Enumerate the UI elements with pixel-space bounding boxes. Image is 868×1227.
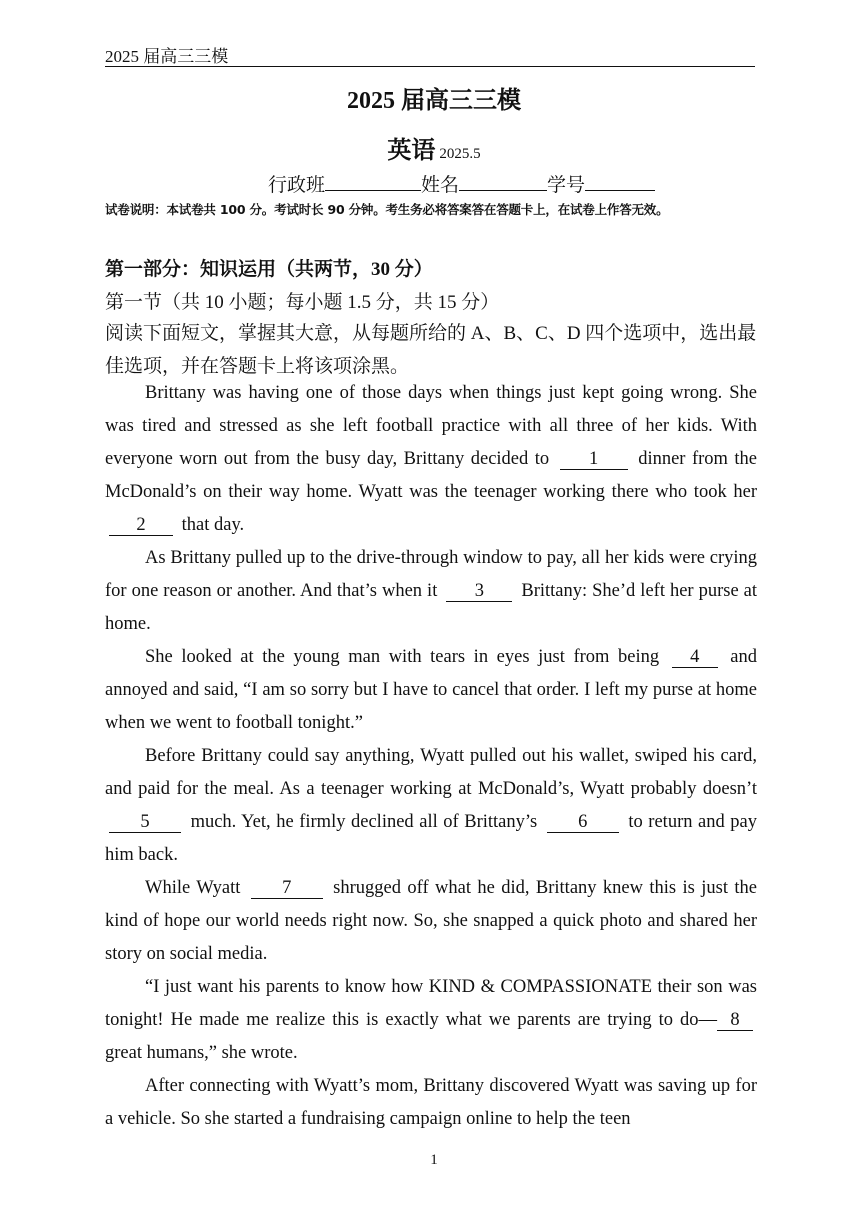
student-id-label: 学号 <box>547 175 586 196</box>
part-title: 第一部分：知识运用（共两节，30 分） <box>105 259 433 280</box>
passage-paragraph <box>105 872 757 971</box>
passage-text: great humans,” she wrote. <box>105 1043 298 1063</box>
passage <box>105 377 757 1136</box>
answer-blank[interactable]: 5 <box>109 812 181 833</box>
passage-text: much. Yet, he firmly declined all of Brittany’s <box>190 812 538 832</box>
passage-paragraph <box>105 971 757 1070</box>
exam-instructions: 试卷说明：本试卷共 100 分。考试时长 90 分钟。考生务必将答案答在答题卡上，在试卷上作答无效。 <box>105 202 669 217</box>
page-number: 1 <box>430 1152 438 1168</box>
passage-paragraph <box>105 641 757 740</box>
passage-text: As Brittany pulled up to the drive-through window to pay, all her kids were crying for one reason or another. And that’s when it <box>105 548 757 601</box>
exam-title: 2025 届高三三模 <box>347 88 521 114</box>
student-info-row <box>268 170 655 197</box>
answer-blank[interactable]: 3 <box>446 581 512 602</box>
answer-blank[interactable]: 4 <box>672 647 718 668</box>
class-field[interactable] <box>325 172 421 191</box>
answer-blank[interactable]: 7 <box>251 878 323 899</box>
passage-text: She looked at the young man with tears in eyes just from being <box>145 647 660 667</box>
passage-text: Brittany: She’d left her purse at home. <box>105 581 758 634</box>
class-label: 行政班 <box>268 175 326 196</box>
answer-blank[interactable]: 6 <box>547 812 619 833</box>
exam-date: 2025.5 <box>439 146 481 162</box>
subject-line <box>0 130 868 165</box>
header-rule <box>105 66 755 67</box>
subject-name: 英语 <box>387 138 436 164</box>
passage-paragraph <box>105 740 757 872</box>
passage-text: dinner from the McDonald’s on their way home. Wyatt was the teenager working there who took her <box>105 449 758 502</box>
passage-text: shrugged off what he did, Brittany knew this is just the kind of hope our world needs right now. So, she snapped a quick photo and shared her story on social media. <box>105 878 757 964</box>
answer-blank[interactable]: 1 <box>560 449 628 470</box>
student-id-field[interactable] <box>585 172 655 191</box>
answer-blank[interactable]: 2 <box>109 515 173 536</box>
passage-paragraph <box>105 542 757 641</box>
running-header: 2025 届高三三模 <box>105 47 229 66</box>
passage-text: that day. <box>181 515 245 535</box>
name-label: 姓名 <box>421 175 460 196</box>
passage-text: Brittany was having one of those days when things just kept going wrong. She was tired and stressed as she left football practice with all three of her kids. With everyone worn out from the busy day, Brittany decided to <box>105 383 757 469</box>
passage-text: While Wyatt <box>145 878 241 898</box>
passage-text: and annoyed and said, “I am so sorry but I have to cancel that order. I left my purse at home when we went to football tonight.” <box>105 647 757 733</box>
section-directions: 阅读下面短文，掌握其大意，从每题所给的 A、B、C、D 四个选项中，选出最佳选项，并在答题卡上将该项涂黑。 <box>105 323 757 377</box>
passage-text: “I just want his parents to know how KIND & COMPASSIONATE their son was tonight! He made me realize this is exactly what we parents are trying to do— <box>105 977 757 1030</box>
answer-blank[interactable]: 8 <box>717 1010 753 1031</box>
name-field[interactable] <box>459 172 547 191</box>
passage-text: After connecting with Wyatt’s mom, Brittany discovered Wyatt was saving up for a vehicle. So she started a fundraising campaign online to help the teen <box>105 1076 757 1129</box>
passage-paragraph <box>105 377 757 542</box>
passage-text: Before Brittany could say anything, Wyatt pulled out his wallet, swiped his card, and paid for the meal. As a teenager working at McDonald’s, Wyatt probably doesn’t <box>105 746 757 799</box>
section-title: 第一节（共 10 小题；每小题 1.5 分，共 15 分） <box>105 292 500 313</box>
passage-paragraph <box>105 1070 757 1136</box>
passage-text: to return and pay him back. <box>105 812 758 865</box>
